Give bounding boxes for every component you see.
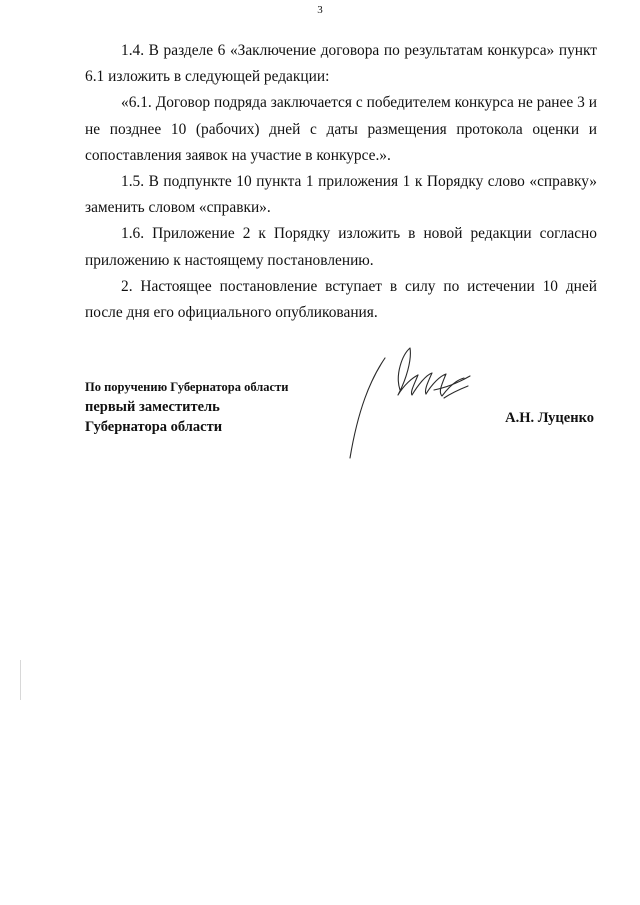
- document-body: [85, 38, 597, 326]
- paragraph-1-4: 1.4. В разделе 6 «Заключение договора по результатам конкурса» пункт 6.1 изложить в следующей редакции:: [85, 42, 597, 86]
- page-number: 3: [317, 4, 323, 16]
- signature-line-position: первый заместитель: [85, 399, 220, 415]
- paragraph-1-6: 1.6. Приложение 2 к Порядку изложить в новой редакции согласно приложению к настоящему постановлению.: [85, 225, 597, 269]
- signature-line-on-behalf: По поручению Губернатора области: [85, 380, 289, 394]
- handwritten-signature: [340, 340, 490, 465]
- scan-margin-mark: [20, 660, 21, 700]
- paragraph-2: 2. Настоящее постановление вступает в силу по истечении 10 дней после дня его официального опубликования.: [85, 277, 597, 322]
- paragraph-1-5: 1.5. В подпункте 10 пункта 1 приложения 1 к Порядку слово «справку» заменить словом «справки».: [85, 173, 597, 217]
- signatory-name: А.Н. Луценко: [505, 410, 594, 426]
- signature-line-governor: Губернатора области: [85, 419, 223, 435]
- signature-title-block: [85, 377, 288, 437]
- paragraph-6-1-quote: «6.1. Договор подряда заключается с победителем конкурса не ранее 3 и не позднее 10 (рабочих) дней с даты размещения протокола оценки и сопоставления заявок на участие в конкурсе.».: [85, 94, 597, 164]
